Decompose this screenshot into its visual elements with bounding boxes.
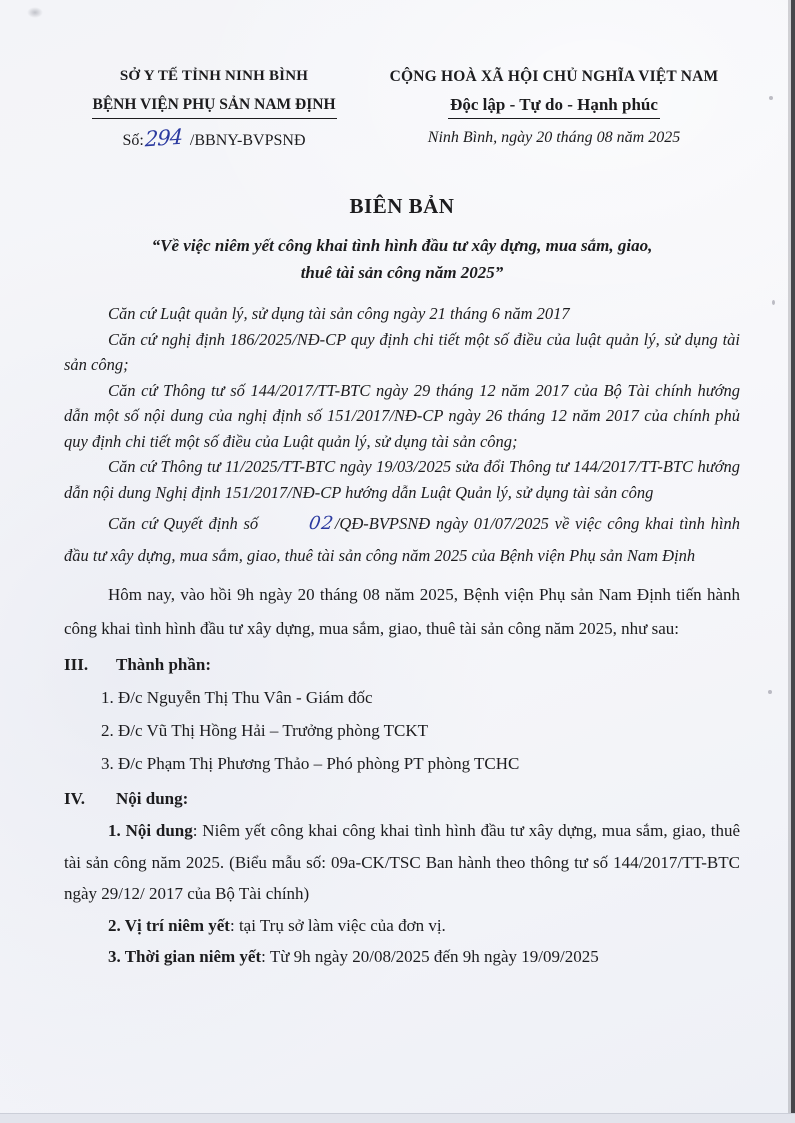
recital: Căn cứ Thông tư 11/2025/TT-BTC ngày 19/03/2025 sửa đổi Thông tư 144/2017/TT-BTC hướng dẫn nội dung Nghị định 151/2017/NĐ-CP hướng dẫn Luật Quản lý, sử dụng tài sản công (64, 457, 740, 502)
participant-item: 1. Đ/c Nguyễn Thị Thu Vân - Giám đốc (101, 688, 373, 707)
national-title: CỘNG HOÀ XÃ HỘI CHỦ NGHĨA VIỆT NAM (389, 68, 719, 85)
scan-dust-speck (772, 300, 775, 305)
content-item: 3. Thời gian niêm yết: Từ 9h ngày 20/08/2025 đến 9h ngày 19/09/2025 (108, 947, 599, 966)
section-iv-heading (64, 782, 740, 815)
recital: Căn cứ nghị định 186/2025/NĐ-CP quy định chi tiết một số điều của luật quản lý, sử dụng tài sản công; (64, 329, 740, 374)
section-iv-title: Nội dung: (116, 789, 189, 808)
recital: Căn cứ Thông tư số 144/2017/TT-BTC ngày 29 tháng 12 năm 2017 của Bộ Tài chính hướng dẫn một số nội dung của nghị định số 151/2017/NĐ-CP ngày 26 tháng 12 năm 2017 của chính phủ quy định chi tiết một số điều của Luật quản lý, sử dụng tài sản công; (64, 380, 740, 451)
handwritten-document-number: 294 (144, 124, 183, 152)
legal-recitals (64, 301, 740, 572)
pencil-smudge-mark (27, 7, 43, 18)
opening-paragraph: Hôm nay, vào hồi 9h ngày 20 tháng 08 năm 2025, Bệnh viện Phụ sản Nam Định tiến hành công khai tình hình đầu tư xây dựng, mua sắm, giao, thuê tài sản công năm 2025, như sau: (64, 585, 740, 638)
content-item: 1. Nội dung: Niêm yết công khai công khai tình hình đầu tư xây dựng, mua sắm, giao, thuê tài sản công năm 2025. (Biểu mẫu số: 09a-CK/TSC Ban hành theo thông tư số 144/2017/TT-BTC ngày 29/12/ 2017 của Bộ Tài chính) (64, 821, 740, 903)
scan-dust-speck (769, 96, 773, 100)
org-name: BỆNH VIỆN PHỤ SẢN NAM ĐỊNH (64, 96, 364, 119)
section-iii-number: III. (64, 655, 89, 674)
section-iv-number: IV. (64, 789, 85, 808)
national-motto: Độc lập - Tự do - Hạnh phúc (368, 95, 740, 119)
document-number-suffix: /BBNY-BVPSNĐ (189, 132, 306, 149)
recital: Căn cứ Luật quản lý, sử dụng tài sản công ngày 21 tháng 6 năm 2017 (108, 304, 570, 323)
document-number-line (64, 126, 364, 150)
national-header-block (368, 68, 740, 147)
document-title: BIÊN BẢN (349, 194, 455, 218)
parent-org-name: SỞ Y TẾ TỈNH NINH BÌNH (119, 68, 309, 84)
document-subtitle (64, 232, 740, 286)
issuing-org-block (64, 68, 364, 150)
place-dateline: Ninh Bình, ngày 20 tháng 08 năm 2025 (427, 129, 681, 146)
participant-item: 3. Đ/c Phạm Thị Phương Thảo – Phó phòng PT phòng TCHC (101, 754, 520, 773)
scan-edge-bottom (0, 1113, 795, 1123)
participant-item: 2. Đ/c Vũ Thị Hồng Hải – Trưởng phòng TCKT (101, 721, 429, 740)
content-item-list (64, 815, 740, 973)
content-item: 2. Vị trí niêm yết: tại Trụ sở làm việc của đơn vị. (108, 915, 446, 935)
document-header (64, 68, 740, 150)
subtitle-line-1: “Về việc niêm yết công khai tình hình đầu tư xây dựng, mua sắm, giao, (151, 236, 653, 255)
scan-edge-right (791, 0, 795, 1123)
recital-decision: Căn cứ Quyết định số 02/QĐ-BVPSNĐ ngày 01/07/2025 về việc công khai tình hình đầu tư xây dựng, mua sắm, giao, thuê tài sản công năm 2025 của Bệnh viện Phụ sản Nam Định (64, 508, 740, 572)
participant-list (64, 681, 740, 780)
subtitle-line-2: thuê tài sản công năm 2025” (300, 263, 504, 282)
document-content (64, 68, 740, 973)
document-number-label: Số: (122, 132, 144, 149)
scan-dust-speck (768, 690, 772, 694)
section-iii-heading (64, 648, 740, 681)
handwritten-decision-number: 02 (307, 513, 336, 534)
section-iii-title: Thành phần: (116, 655, 211, 674)
document-body (64, 578, 740, 973)
